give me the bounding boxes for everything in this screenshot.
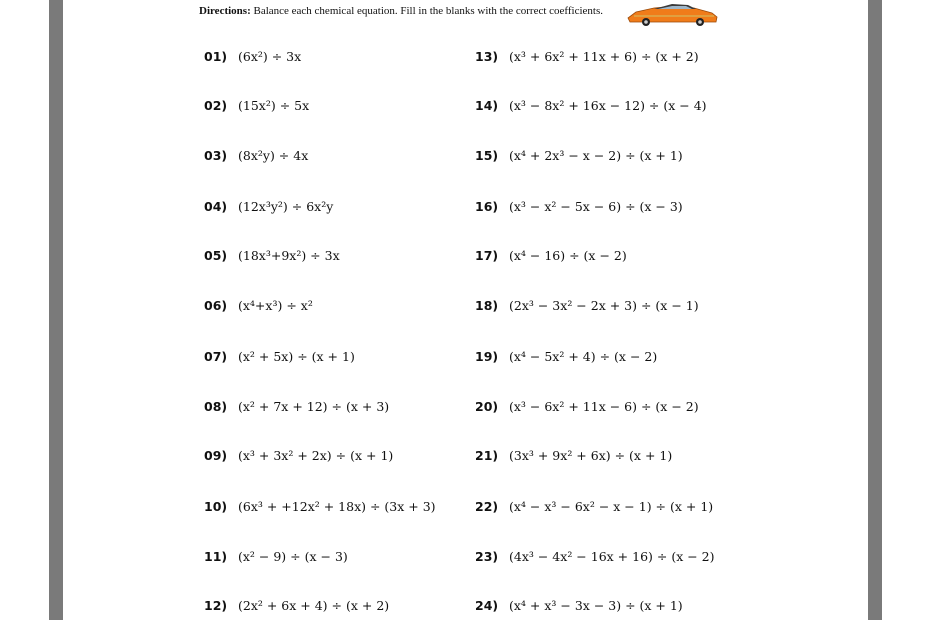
problem-expression: (x⁴ − 5x² + 4) ÷ (x − 2) [509, 349, 658, 364]
problem-item [204, 498, 436, 516]
problem-item [475, 97, 707, 115]
problem-item [475, 398, 699, 416]
problem-expression: (x³ + 3x² + 2x) ÷ (x + 1) [238, 448, 394, 463]
problem-item [204, 297, 313, 315]
problem-item [475, 198, 683, 216]
problem-expression: (x³ − 8x² + 16x − 12) ÷ (x − 4) [509, 98, 707, 113]
problem-expression: (8x²y) ÷ 4x [238, 148, 309, 163]
problem-number: 10) [204, 499, 228, 514]
problem-expression: (x⁴+x³) ÷ x² [238, 298, 313, 313]
problem-expression: (3x³ + 9x² + 6x) ÷ (x + 1) [509, 448, 673, 463]
problem-item [204, 548, 348, 566]
problem-number: 18) [475, 298, 499, 313]
problem-number: 08) [204, 399, 228, 414]
problem-number: 11) [204, 549, 228, 564]
problem-number: 17) [475, 248, 499, 263]
problem-expression: (x⁴ + 2x³ − x − 2) ÷ (x + 1) [509, 148, 683, 163]
left-page-border [49, 0, 63, 620]
problem-item [204, 97, 309, 115]
problem-expression: (6x²) ÷ 3x [238, 49, 302, 64]
problem-expression: (x⁴ − x³ − 6x² − x − 1) ÷ (x + 1) [509, 499, 714, 514]
problem-expression: (4x³ − 4x² − 16x + 16) ÷ (x − 2) [509, 549, 715, 564]
problem-number: 03) [204, 148, 228, 163]
problem-expression: (x² + 7x + 12) ÷ (x + 3) [238, 399, 390, 414]
problem-expression: (x⁴ + x³ − 3x − 3) ÷ (x + 1) [509, 598, 683, 613]
problem-item [204, 398, 389, 416]
problem-item [475, 498, 713, 516]
problem-number: 21) [475, 448, 499, 463]
problem-expression: (x³ − x² − 5x − 6) ÷ (x − 3) [509, 199, 683, 214]
problem-number: 07) [204, 349, 228, 364]
problem-item [204, 597, 389, 615]
problem-expression: (x² − 9) ÷ (x − 3) [238, 549, 348, 564]
problem-expression: (x⁴ − 16) ÷ (x − 2) [509, 248, 627, 263]
problem-item [204, 198, 333, 216]
problem-expression: (x³ − 6x² + 11x − 6) ÷ (x − 2) [509, 399, 699, 414]
problem-number: 24) [475, 598, 499, 613]
problem-number: 20) [475, 399, 499, 414]
problem-expression: (x² + 5x) ÷ (x + 1) [238, 349, 355, 364]
problem-item [475, 297, 699, 315]
problem-item [475, 597, 683, 615]
orange-sports-car-icon [624, 0, 720, 26]
problem-item [204, 48, 301, 66]
directions-text: Balance each chemical equation. Fill in the blanks with the correct coefficients. [250, 5, 604, 17]
problem-expression: (2x³ − 3x² − 2x + 3) ÷ (x − 1) [509, 298, 699, 313]
problem-number: 15) [475, 148, 499, 163]
problem-item [475, 147, 683, 165]
right-page-border [868, 0, 882, 620]
problem-item [204, 147, 308, 165]
problem-expression: (6x³ + +12x² + 18x) ÷ (3x + 3) [238, 499, 436, 514]
problem-expression: (2x² + 6x + 4) ÷ (x + 2) [238, 598, 390, 613]
directions [199, 5, 603, 17]
problem-number: 22) [475, 499, 499, 514]
problem-expression: (15x²) ÷ 5x [238, 98, 310, 113]
problem-expression: (x³ + 6x² + 11x + 6) ÷ (x + 2) [509, 49, 699, 64]
problem-item [204, 247, 340, 265]
problem-number: 19) [475, 349, 499, 364]
problem-number: 09) [204, 448, 228, 463]
problem-item [204, 447, 393, 465]
directions-label: Directions: [199, 5, 251, 17]
problem-number: 06) [204, 298, 228, 313]
problem-number: 04) [204, 199, 228, 214]
problem-item [475, 348, 657, 366]
problem-item [475, 48, 699, 66]
problem-item [475, 548, 715, 566]
problem-item [475, 447, 672, 465]
problem-number: 13) [475, 49, 499, 64]
problem-number: 12) [204, 598, 228, 613]
problem-number: 23) [475, 549, 499, 564]
problem-item [475, 247, 627, 265]
problem-expression: (12x³y²) ÷ 6x²y [238, 199, 334, 214]
problem-item [204, 348, 355, 366]
problem-number: 16) [475, 199, 499, 214]
problem-number: 02) [204, 98, 228, 113]
problem-number: 14) [475, 98, 499, 113]
problem-number: 01) [204, 49, 228, 64]
problem-expression: (18x³+9x²) ÷ 3x [238, 248, 340, 263]
problem-number: 05) [204, 248, 228, 263]
